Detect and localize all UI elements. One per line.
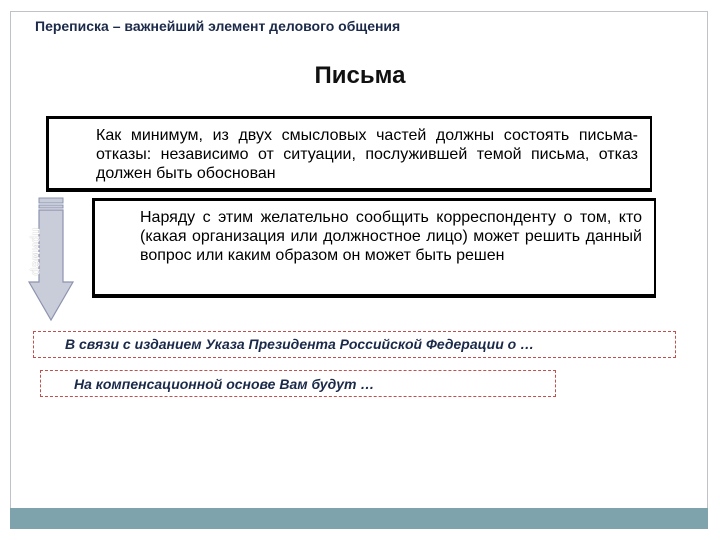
arrow-label: пример	[29, 228, 45, 276]
text-box-refusal	[46, 116, 652, 192]
example-line-2-text: На компенсационной основе Вам будут …	[74, 376, 375, 392]
text-box-recommendation-text: Наряду с этим желательно сообщить корреспонденту о том, кто (какая организация или должностное лицо) может решить данный вопрос или каким образом он может быть решен	[140, 209, 642, 264]
text-box-refusal-text: Как минимум, из двух смысловых частей должны состоять письма-отказы: независимо от ситуации, послужившей темой письма, отказ должен быть обоснован	[96, 127, 638, 182]
page-title: Письма	[314, 62, 406, 89]
example-line-1-text: В связи с изданием Указа Президента Российской Федерации о …	[65, 336, 535, 352]
slide-header-title: Переписка – важнейший элемент делового общения	[35, 18, 401, 34]
example-line-2	[40, 370, 556, 397]
example-line-1	[33, 331, 676, 358]
footer-bar	[10, 508, 708, 529]
text-box-recommendation	[92, 198, 656, 298]
